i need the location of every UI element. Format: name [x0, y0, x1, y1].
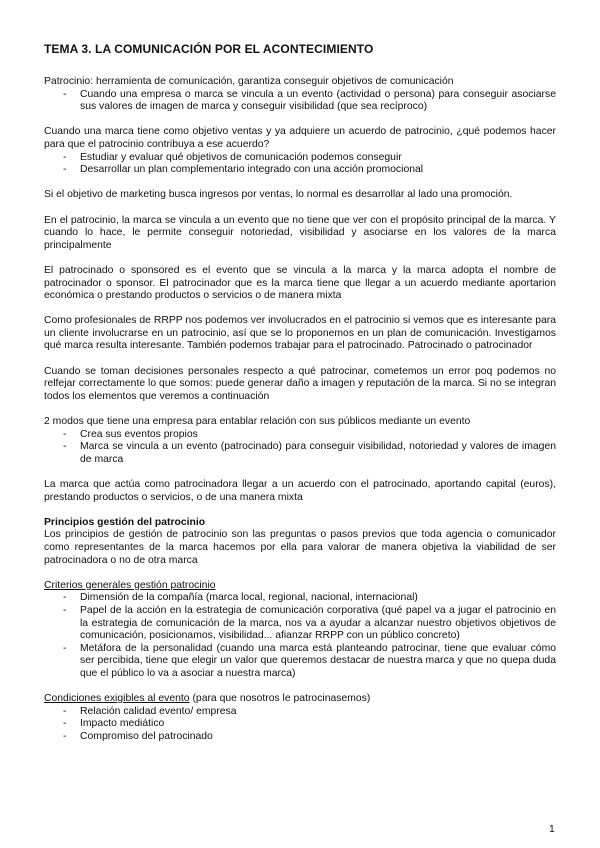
criterios-heading: Criterios generales gestión patrocinio	[44, 579, 216, 591]
bullet-list	[44, 152, 556, 177]
bullet-list	[44, 592, 556, 680]
document-title: TEMA 3. LA COMUNICACIÓN POR EL ACONTECIMIENTO	[44, 42, 374, 56]
condiciones-note: (para que nosotros le patrocinasemos)	[189, 693, 371, 705]
paragraph: La marca que actúa como patrocinadora llegar a un acuerdo con el patrocinado, aportando capital (euros), prestando productos o servicios, o de una manera mixta	[44, 479, 556, 503]
paragraph: Los principios de gestión de patrocinio son las preguntas o pasos previos que toda agencia o comunicador como representantes de la marca hacemos por ella para valorar de manera objetiva la viabilidad de ser patrocinadora o no de otra marca	[44, 529, 556, 566]
list-item: - Dimensión de la compañía (marca local, regional, nacional, internacional)	[44, 592, 556, 605]
page-number: 1	[549, 824, 555, 835]
list-item: - Cuando una empresa o marca se vincula a un evento (actividad o persona) para conseguir asociarse sus valores de imagen de marca y conseguir visibilidad (que sea recíproco)	[44, 89, 556, 114]
bullet-list	[44, 706, 556, 744]
list-item: - Crea sus eventos propios	[44, 429, 556, 442]
list-item: - Desarrollar un plan complementario integrado con una acción promocional	[44, 164, 556, 177]
document-page	[44, 42, 556, 743]
list-item: - Relación calidad evento/ empresa	[44, 706, 556, 719]
paragraph: Si el objetivo de marketing busca ingresos por ventas, lo normal es desarrollar al lado una promoción.	[44, 189, 513, 201]
paragraph: Patrocinio: herramienta de comunicación, garantiza conseguir objetivos de comunicación	[44, 76, 454, 87]
paragraph: Cuando se toman decisiones personales respecto a qué patrocinar, cometemos un error poq podemos no relfejar correctamente lo que somos: puede generar daño a imagen y reputación de la marca. Si no se integran todos los elementos que veremos a continuación	[44, 365, 556, 402]
paragraph: Como profesionales de RRPP nos podemos ver involucrados en el patrocinio si vemos que es interesante para un cliente involucrarse en un patrocinio, así que se lo proponemos en un plan de comunicación. Investigamos qué marca resulta interesante. También podemos trabajar para el patrocinado. Patrocinado o patrocinador	[44, 315, 556, 352]
paragraph: En el patrocinio, la marca se vincula a un evento que no tiene que ver con el propósito principal de la marca. Y cuando lo hace, le permite conseguir notoriedad, visibilidad y asociarse en los valores de la marca principalmente	[44, 214, 556, 251]
bullet-list	[44, 89, 556, 114]
condiciones-heading: Condiciones exigibles al evento	[44, 693, 190, 705]
list-item: - Compromiso del patrocinado	[44, 731, 556, 744]
paragraph: 2 modos que tiene una empresa para entablar relación con sus públicos mediante un evento	[44, 416, 471, 428]
list-item: - Papel de la acción en la estrategia de comunicación corporativa (qué papel va a jugar el patrocinio en la estrategia de comunicación de la marca, nos va a ayudar a alcanzar nuestro objetivos objetivos de comunicación, posicionamos, visibilidad... afianzar RRPP con un público concreto)	[44, 605, 556, 643]
list-item: - Metáfora de la personalidad (cuando una marca está planteando patrocinar, tiene que evaluar cómo ser percibida, tiene que elegir un valor que queremos destacar de nuestra marca y que no quepa duda que el público lo va a asociar a nuestra marca)	[44, 643, 556, 681]
bullet-list	[44, 429, 556, 467]
condiciones-line	[44, 693, 556, 706]
list-item: - Impacto mediático	[44, 718, 556, 731]
section-heading: Principios gestión del patrocinio	[44, 516, 206, 528]
paragraph: El patrocinado o sponsored es el evento que se vincula a la marca y la marca adopta el nombre de patrocinador o sponsor. El patrocinador que es la marca tiene que llegar a un acuerdo mediante aportarion económica o prestando productos o servicios o de manera mixta	[44, 264, 556, 302]
list-item: - Marca se vincula a un evento (patrocinado) para conseguir visibilidad, notoriedad y valores de imagen de marca	[44, 441, 556, 466]
list-item: - Estudiar y evaluar qué objetivos de comunicación podemos conseguir	[44, 152, 556, 165]
paragraph: Cuando una marca tiene como objetivo ventas y ya adquiere un acuerdo de patrocinio, ¿qué podemos hacer para que el patrocinio contribuya a ese acuerdo?	[44, 126, 556, 150]
